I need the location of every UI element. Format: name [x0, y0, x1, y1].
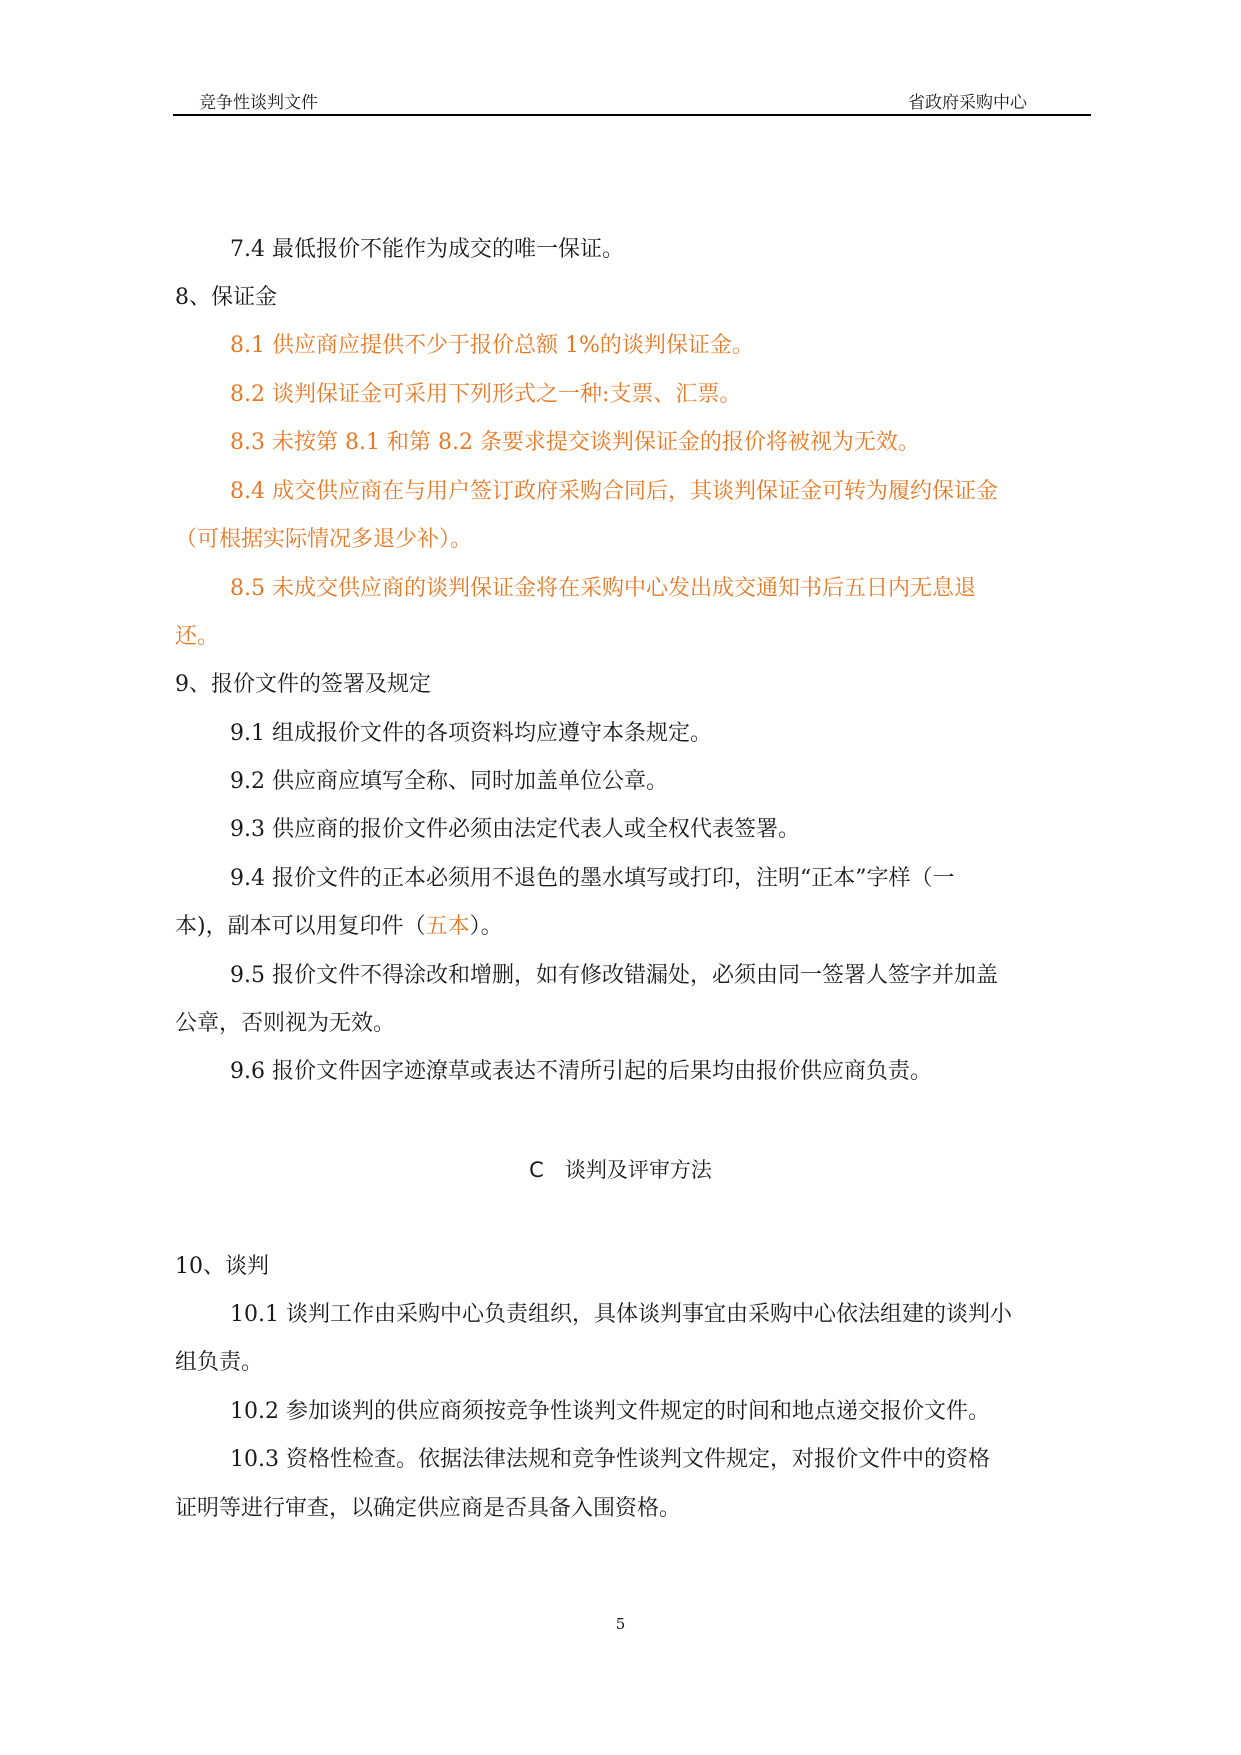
clause-8-5-line1: 8.5 未成交供应商的谈判保证金将在采购中心发出成交通知书后五日内无息退 — [230, 576, 976, 601]
clause-9-6: 9.6 报价文件因字迹潦草或表达不清所引起的后果均由报价供应商负责。 — [230, 1059, 932, 1084]
clause-10-1-line2: 组负责。 — [175, 1350, 264, 1375]
clause-9-4-line2-text: 本)，副本可以用复印件（ — [175, 914, 426, 939]
clause-10-3-line2: 证明等进行审查，以确定供应商是否具备入围资格。 — [175, 1496, 682, 1521]
clause-8-1: 8.1 供应商应提供不少于报价总额 1%的谈判保证金。 — [230, 333, 754, 358]
clause-8-4-line1: 8.4 成交供应商在与用户签订政府采购合同后，其谈判保证金可转为履约保证金 — [230, 479, 998, 504]
header-doc-title: 竞争性谈判文件 — [199, 93, 318, 113]
section-c-title: C 谈判及评审方法 — [529, 1158, 712, 1182]
clause-9-5-line1: 9.5 报价文件不得涂改和增删，如有修改错漏处，必须由同一签署人签字并加盖 — [230, 963, 998, 988]
copies-count-highlight: 五本 — [425, 914, 470, 939]
clause-9-3: 9.3 供应商的报价文件必须由法定代表人或全权代表签署。 — [230, 817, 800, 842]
clause-10-3-line1: 10.3 资格性检查。依据法律法规和竞争性谈判文件规定，对报价文件中的资格 — [230, 1447, 990, 1472]
header-org-name: 省政府采购中心 — [908, 93, 1027, 113]
clause-7-4: 7.4 最低报价不能作为成交的唯一保证。 — [230, 237, 624, 262]
clause-9-4-line2 — [175, 912, 503, 942]
clause-10-1-line1: 10.1 谈判工作由采购中心负责组织，具体谈判事宜由采购中心依法组建的谈判小 — [230, 1302, 1012, 1327]
clause-9-1: 9.1 组成报价文件的各项资料均应遵守本条规定。 — [230, 721, 712, 746]
clause-8-5-line2: 还。 — [175, 624, 220, 649]
heading-10-negotiation: 10、谈判 — [175, 1254, 269, 1279]
clause-9-2: 9.2 供应商应填写全称、同时加盖单位公章。 — [230, 769, 668, 794]
clause-9-5-line2: 公章，否则视为无效。 — [175, 1011, 396, 1036]
page-number: 5 — [615, 1615, 626, 1633]
clause-9-4-line2-end: ）。 — [469, 914, 503, 939]
clause-9-4-line1: 9.4 报价文件的正本必须用不退色的墨水填写或打印，注明“正本”字样（一 — [230, 866, 955, 891]
page-header — [173, 86, 1091, 116]
clause-10-2: 10.2 参加谈判的供应商须按竞争性谈判文件规定的时间和地点递交报价文件。 — [230, 1399, 990, 1424]
clause-8-2: 8.2 谈判保证金可采用下列形式之一种:支票、汇票。 — [230, 382, 742, 407]
clause-8-4-line2: （可根据实际情况多退少补）。 — [175, 527, 473, 552]
heading-9-signing: 9、报价文件的签署及规定 — [175, 672, 431, 697]
clause-8-3: 8.3 未按第 8.1 和第 8.2 条要求提交谈判保证金的报价将被视为无效。 — [230, 430, 920, 455]
heading-8-deposit: 8、保证金 — [175, 285, 277, 310]
